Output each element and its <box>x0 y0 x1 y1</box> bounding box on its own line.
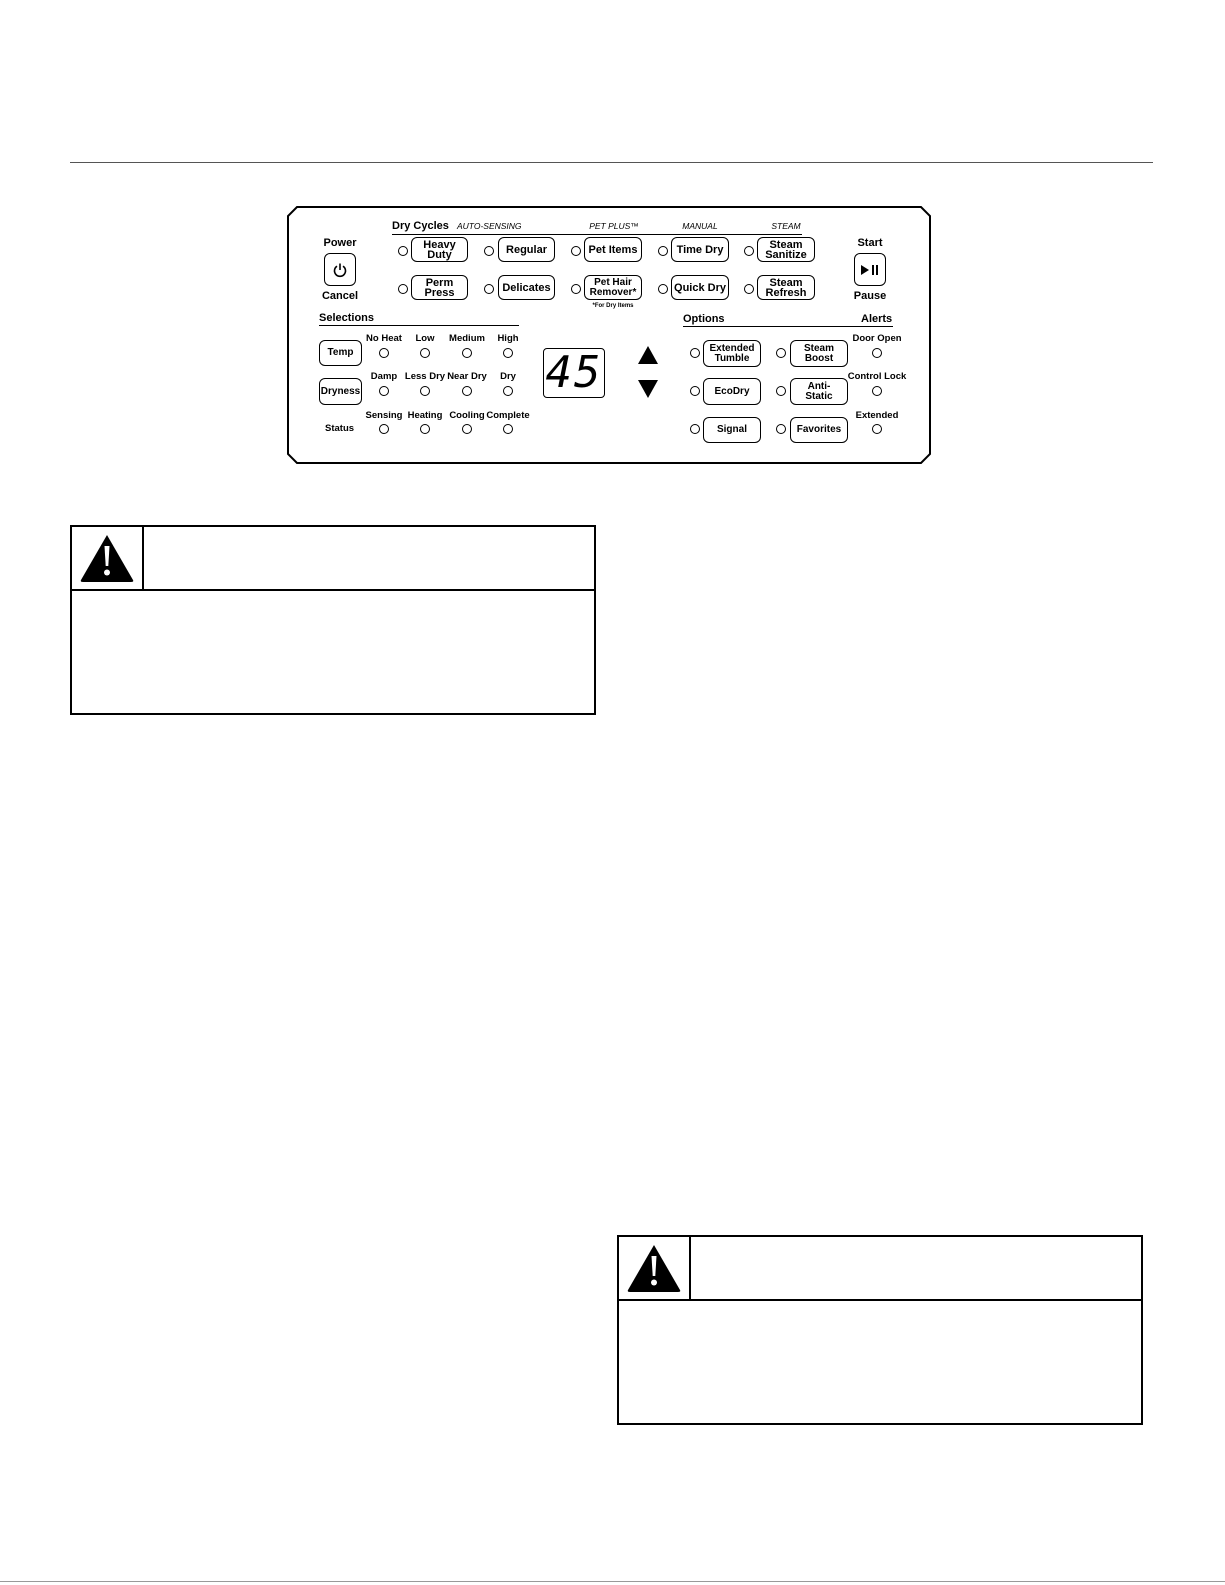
pause-label: Pause <box>853 290 887 302</box>
power-button[interactable] <box>324 253 356 286</box>
auto-sensing-label: AUTO-SENSING <box>457 221 522 231</box>
temp-level-label: Low <box>415 333 435 344</box>
options-label: Options <box>683 313 725 325</box>
bottom-divider <box>0 1581 1225 1582</box>
status-level-label: Cooling <box>449 410 485 421</box>
delicates-led <box>484 284 494 294</box>
pet-hair-remover-led <box>571 284 581 294</box>
temp-button[interactable]: Temp <box>319 340 362 366</box>
warning-header-rule <box>619 1299 1141 1301</box>
perm-press-led <box>398 284 408 294</box>
favorites-led <box>776 424 786 434</box>
power-icon <box>332 262 348 278</box>
steam-boost-led <box>776 348 786 358</box>
warning-box <box>617 1235 1143 1425</box>
regular-led <box>484 246 494 256</box>
alerts-label: Alerts <box>861 313 893 325</box>
quick-dry-button[interactable]: Quick Dry <box>671 275 729 300</box>
temp-led <box>420 348 430 358</box>
temp-led <box>379 348 389 358</box>
pet-hair-remover-button[interactable]: Pet Hair Remover* <box>584 275 642 300</box>
top-divider <box>70 162 1153 163</box>
dryness-led <box>503 386 513 396</box>
start-pause-button[interactable] <box>854 253 886 286</box>
extended-alert-label: Extended <box>855 410 899 421</box>
door-open-led <box>872 348 882 358</box>
favorites-button[interactable]: Favorites <box>790 417 848 443</box>
dryness-led <box>462 386 472 396</box>
heavy-duty-led <box>398 246 408 256</box>
ecodry-led <box>690 386 700 396</box>
status-label: Status <box>325 423 355 434</box>
ecodry-button[interactable]: EcoDry <box>703 378 761 405</box>
down-arrow-icon[interactable] <box>638 380 658 398</box>
quick-dry-led <box>658 284 668 294</box>
temp-led <box>503 348 513 358</box>
status-led <box>379 424 389 434</box>
pet-items-led <box>571 246 581 256</box>
dryer-control-panel <box>287 206 931 464</box>
heavy-duty-button[interactable]: Heavy Duty <box>411 237 468 262</box>
time-display-value: 45 <box>545 347 603 398</box>
extended-alert-led <box>872 424 882 434</box>
time-dry-button[interactable]: Time Dry <box>671 237 729 262</box>
status-led <box>503 424 513 434</box>
warning-triangle-icon <box>626 1243 682 1293</box>
status-led <box>420 424 430 434</box>
for-dry-items-note: *For Dry Items <box>592 303 634 309</box>
dry-cycles-label: Dry Cycles <box>392 220 449 232</box>
delicates-button[interactable]: Delicates <box>498 275 555 300</box>
temp-level-label: High <box>497 333 519 344</box>
options-rule <box>683 326 893 327</box>
dryness-level-label: Damp <box>370 371 398 382</box>
selections-rule <box>319 325 519 326</box>
steam-sanitize-led <box>744 246 754 256</box>
regular-button[interactable]: Regular <box>498 237 555 262</box>
warning-triangle-icon <box>79 533 135 583</box>
manual-label: MANUAL <box>682 221 718 231</box>
control-lock-alert-label: Control Lock <box>847 371 907 382</box>
dryness-level-label: Near Dry <box>447 371 487 382</box>
pet-plus-label: PET PLUS™ <box>589 221 639 231</box>
time-display <box>543 348 605 398</box>
extended-tumble-led <box>690 348 700 358</box>
selections-label: Selections <box>319 312 375 324</box>
dryness-level-label: Dry <box>500 371 516 382</box>
temp-led <box>462 348 472 358</box>
status-level-label: Complete <box>486 410 530 421</box>
steam-refresh-led <box>744 284 754 294</box>
door-open-alert-label: Door Open <box>852 333 902 344</box>
signal-led <box>690 424 700 434</box>
anti-static-led <box>776 386 786 396</box>
cancel-label: Cancel <box>321 290 359 302</box>
time-dry-led <box>658 246 668 256</box>
warning-icon-cell <box>72 527 144 589</box>
steam-label: STEAM <box>771 221 801 231</box>
dryness-level-label: Less Dry <box>404 371 446 382</box>
warning-box <box>70 525 596 715</box>
dryness-led <box>420 386 430 396</box>
up-arrow-icon[interactable] <box>638 346 658 364</box>
perm-press-button[interactable]: Perm Press <box>411 275 468 300</box>
control-lock-led <box>872 386 882 396</box>
steam-boost-button[interactable]: Steam Boost <box>790 340 848 367</box>
warning-header-rule <box>72 589 594 591</box>
start-label: Start <box>857 237 883 249</box>
play-pause-icon <box>860 264 880 276</box>
warning-icon-cell <box>619 1237 691 1299</box>
pet-items-button[interactable]: Pet Items <box>584 237 642 262</box>
steam-refresh-button[interactable]: Steam Refresh <box>757 275 815 300</box>
signal-button[interactable]: Signal <box>703 417 761 443</box>
dryness-button[interactable]: Dryness <box>319 378 362 405</box>
status-level-label: Sensing <box>365 410 403 421</box>
status-led <box>462 424 472 434</box>
dry-cycles-rule <box>392 234 802 235</box>
dryness-led <box>379 386 389 396</box>
power-label: Power <box>323 237 357 249</box>
status-level-label: Heating <box>407 410 443 421</box>
temp-level-label: Medium <box>449 333 485 344</box>
steam-sanitize-button[interactable]: Steam Sanitize <box>757 237 815 262</box>
extended-tumble-button[interactable]: Extended Tumble <box>703 340 761 367</box>
anti-static-button[interactable]: Anti- Static <box>790 378 848 405</box>
temp-level-label: No Heat <box>366 333 402 344</box>
